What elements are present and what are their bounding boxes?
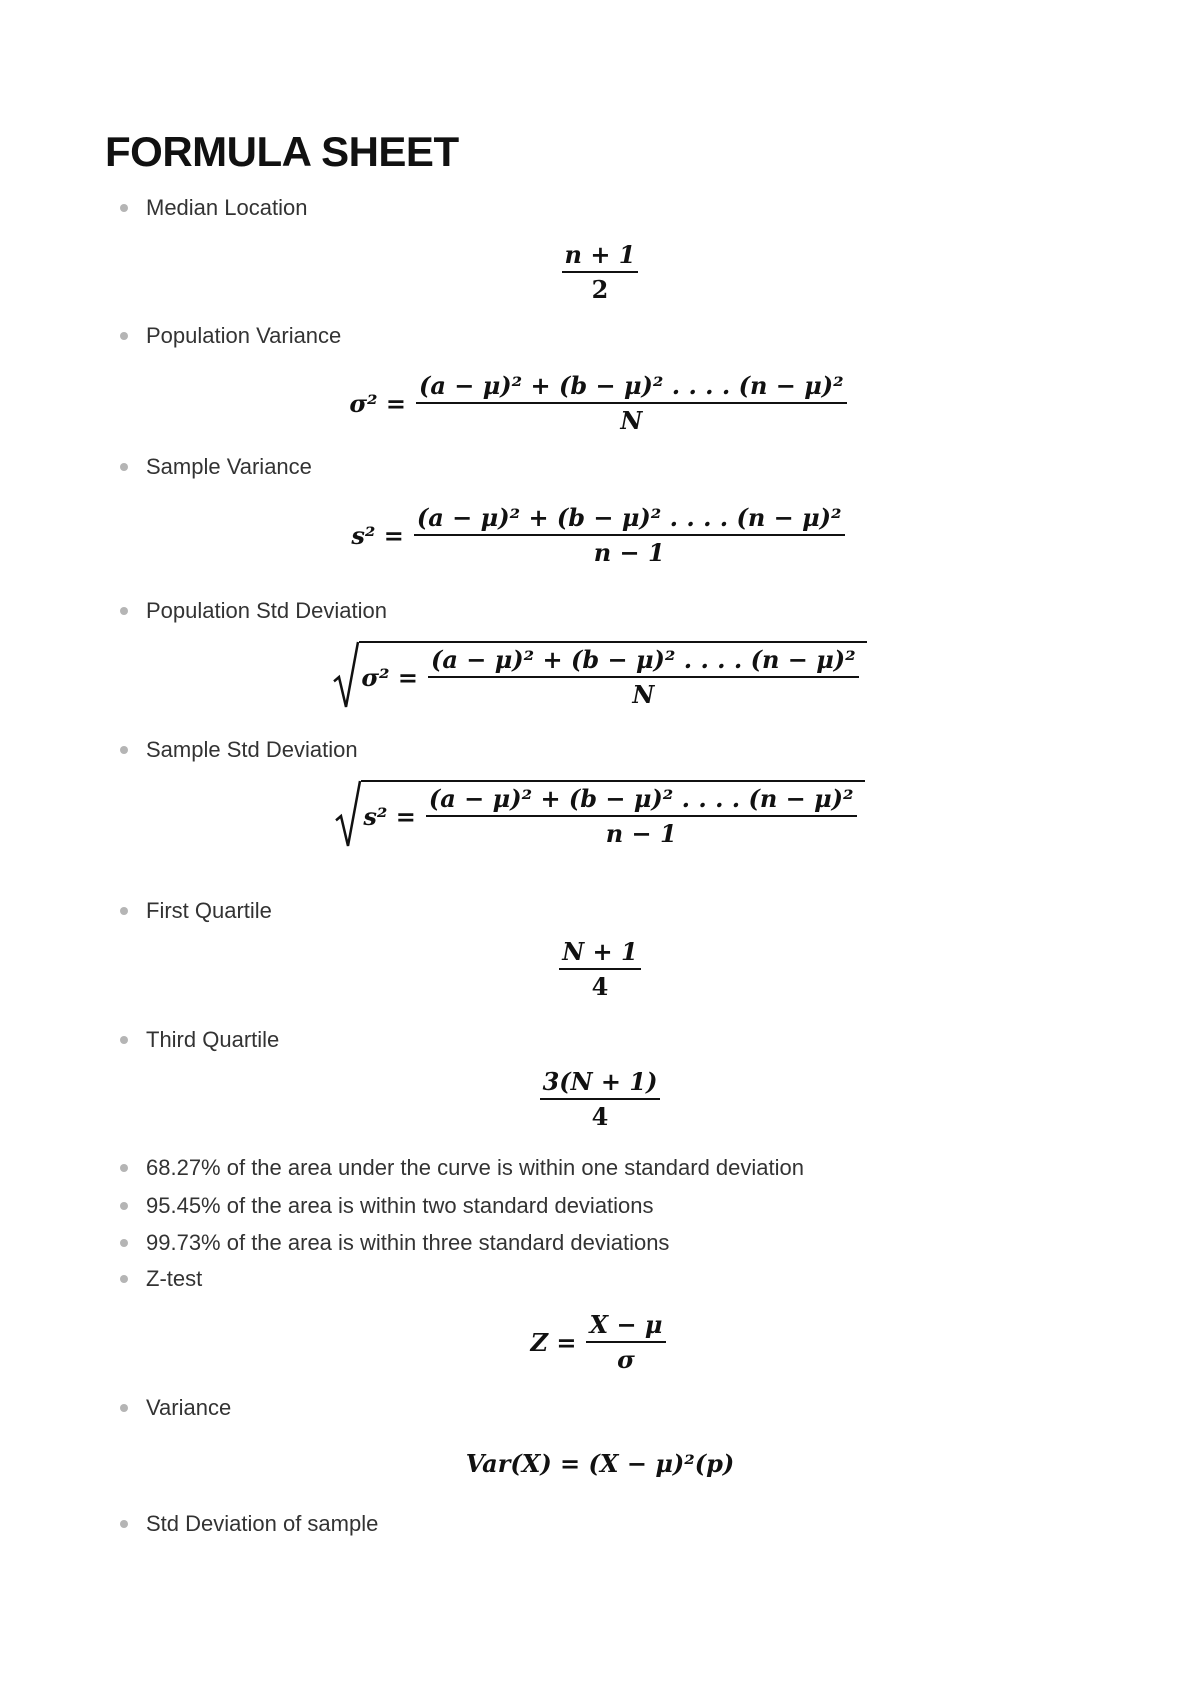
bullet-icon (120, 1520, 128, 1528)
bullet-icon (120, 463, 128, 471)
list-item-label: Population Std Deviation (146, 598, 387, 623)
list-item-label: 99.73% of the area is within three standard deviations (146, 1230, 670, 1255)
list-item-label: First Quartile (146, 898, 272, 923)
list-item-label: Sample Variance (146, 454, 312, 479)
list-item-label: Population Variance (146, 323, 342, 348)
bullet-icon (120, 204, 128, 212)
bullet-icon (120, 1036, 128, 1044)
formula-denominator: 2 (591, 275, 609, 304)
list-item-label: Third Quartile (146, 1027, 280, 1052)
formula-numerator: (a − μ)² + (b − μ)² . . . . (n − μ)² (416, 503, 842, 532)
formula-variance (0, 1449, 1200, 1478)
formula-population-variance (0, 371, 1200, 435)
formula-numerator: (a − μ)² + (b − μ)² . . . . (n − μ)² (431, 645, 856, 674)
formula-denominator: n − 1 (605, 819, 677, 848)
list-item-label: Median Location (146, 195, 308, 220)
formula-z-test (0, 1310, 1200, 1374)
formula-denominator: N (632, 680, 655, 709)
formula-first-quartile (0, 937, 1200, 1001)
formula-lhs: s² = (351, 520, 404, 550)
list-item-label: Variance (146, 1395, 232, 1420)
formula-denominator: 4 (591, 1102, 609, 1131)
formula-third-quartile (0, 1067, 1200, 1131)
bullet-icon (120, 1404, 128, 1412)
bullet-icon (120, 607, 128, 615)
list-item-label: Std Deviation of sample (146, 1511, 379, 1536)
formula-denominator: N (620, 406, 643, 435)
formula-numerator: (a − μ)² + (b − μ)² . . . . (n − μ)² (419, 371, 844, 400)
square-root-icon (335, 780, 361, 848)
formula-lhs: σ² = (349, 388, 407, 418)
page-title: FORMULA SHEET (105, 128, 459, 175)
formula-denominator: 4 (591, 972, 609, 1001)
formula-numerator: N + 1 (562, 937, 638, 966)
formula-denominator: σ (617, 1345, 635, 1374)
bullet-icon (120, 1239, 128, 1247)
formula-numerator: n + 1 (564, 240, 636, 269)
formula-sample-std-deviation (0, 780, 1200, 848)
bullet-icon (120, 332, 128, 340)
bullet-icon (120, 1164, 128, 1172)
formula-lhs: σ² = (361, 662, 419, 692)
formula-denominator: n − 1 (593, 538, 665, 567)
formula-numerator: (a − μ)² + (b − μ)² . . . . (n − μ)² (428, 784, 854, 813)
list-item-label: 95.45% of the area is within two standard deviations (146, 1193, 654, 1218)
square-root-icon (333, 641, 359, 709)
formula-numerator: 3(N + 1) (542, 1067, 658, 1096)
bullet-icon (120, 907, 128, 915)
formula-population-std-deviation (0, 641, 1200, 709)
formula-expression: Var(X) = (X − μ)²(p) (465, 1449, 735, 1478)
bullet-icon (120, 1275, 128, 1283)
formula-sample-variance (0, 503, 1200, 567)
formula-numerator: X − μ (589, 1310, 663, 1339)
formula-lhs: s² = (363, 801, 416, 831)
formula-median-location (0, 240, 1200, 304)
list-item-label: Sample Std Deviation (146, 737, 358, 762)
formula-lhs: Z = (530, 1327, 577, 1357)
list-item-label: Z-test (146, 1266, 203, 1291)
bullet-icon (120, 746, 128, 754)
bullet-icon (120, 1202, 128, 1210)
list-item-label: 68.27% of the area under the curve is within one standard deviation (146, 1155, 804, 1180)
